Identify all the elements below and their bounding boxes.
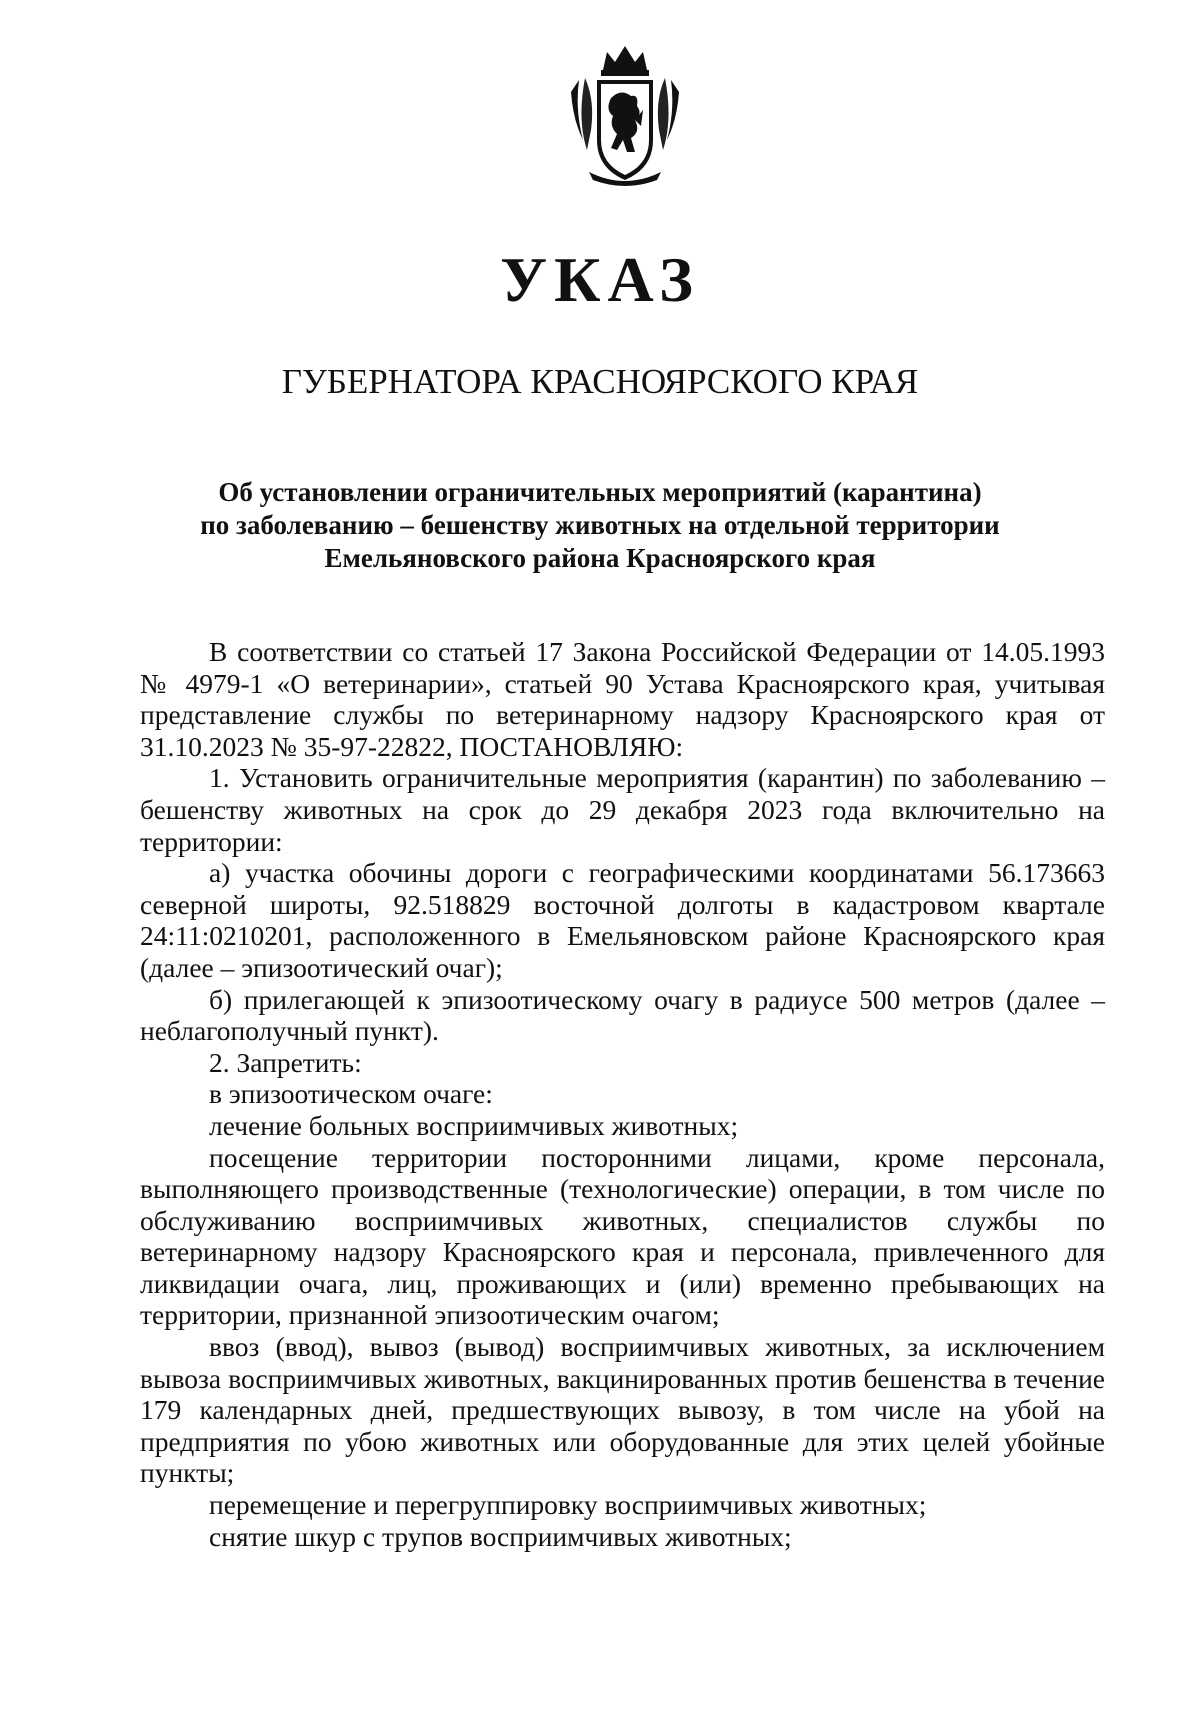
document-title: УКАЗ: [500, 244, 700, 315]
body-paragraph: снятие шкур с трупов восприимчивых животных;: [209, 1520, 792, 1552]
body-paragraph: в эпизоотическом очаге:: [209, 1078, 493, 1110]
body-paragraph: 1. Установить ограничительные мероприятия (карантин) по заболеванию – бешенству животных на срок до 29 декабря 2023 года включительно на территории:: [140, 762, 1105, 857]
heading-line: Емельяновского района Красноярского края: [324, 543, 876, 573]
body-paragraph: В соответствии со статьей 17 Закона Российской Федерации от 14.05.1993 № 4979-1 «О ветеринарии», статьей 90 Устава Красноярского края, учитывая представление службы по ветеринарному надзору Красноярского края от 31.10.2023 № 35-97-22822, ПОСТАНОВЛЯЮ:: [140, 636, 1105, 762]
heading-line: по заболеванию – бешенству животных на отдельной территории: [200, 510, 1000, 540]
body-paragraph: б) прилегающей к эпизоотическому очагу в радиусе 500 метров (далее – неблагополучный пункт).: [140, 983, 1105, 1047]
body-paragraph: перемещение и перегруппировку восприимчивых животных;: [209, 1489, 927, 1521]
document-heading: [140, 476, 1060, 575]
body-paragraph: а) участка обочины дороги с географическими координатами 56.173663 северной широты, 92.518829 восточной долготы в кадастровом квартале 24:11:0210201, расположенного в Емельяновском районе Красноярского края (далее – эпизоотический очаг);: [140, 857, 1105, 983]
heading-line: Об установлении ограничительных мероприятий (карантина): [218, 477, 982, 507]
body-paragraph: посещение территории посторонними лицами, кроме персонала, выполняющего производственные (технологические) операции, в том числе по обслуживанию восприимчивых животных, специалистов службы по ветеринарному надзору Красноярского края и персонала, привлеченного для ликвидации очага, лиц, проживающих и (или) временно пребывающих на территории, признанной эпизоотическим очагом;: [140, 1141, 1105, 1331]
krasnoyarsk-coat-of-arms-icon: [565, 40, 685, 190]
body-paragraph: 2. Запретить:: [209, 1046, 362, 1078]
body-paragraph: лечение больных восприимчивых животных;: [209, 1109, 739, 1141]
document-subtitle: ГУБЕРНАТОРА КРАСНОЯРСКОГО КРАЯ: [281, 362, 919, 401]
document-body: [140, 636, 1105, 1552]
body-paragraph: ввоз (ввод), вывоз (вывод) восприимчивых животных, за исключением вывоза восприимчивых животных, вакцинированных против бешенства в течение 179 календарных дней, предшествующих вывозу, в том числе на убой на предприятия по убою животных или оборудованные для этих целей убойные пункты;: [140, 1331, 1105, 1489]
